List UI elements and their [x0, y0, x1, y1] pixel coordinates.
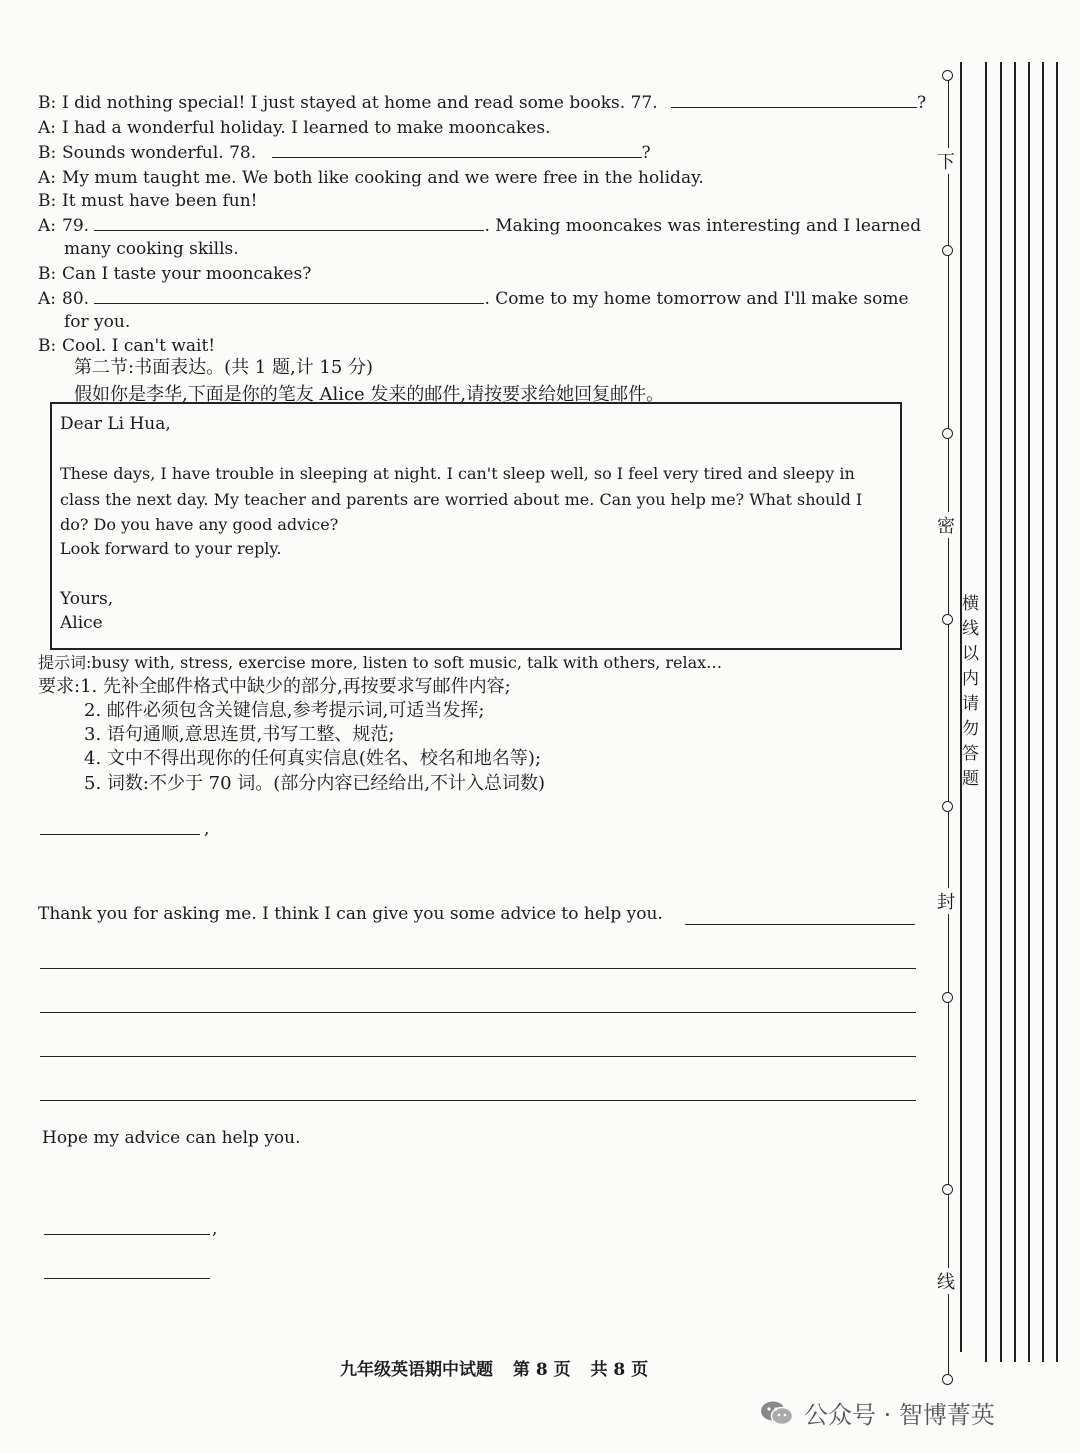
answer-blank-77[interactable]: [671, 93, 917, 108]
dialogue-line: A: I had a wonderful holiday. I learned to make mooncakes.: [38, 118, 551, 138]
margin-rule: [985, 62, 987, 1362]
dialogue-line-77: B: I did nothing special! I just stayed at home and read some books. 77. ?: [38, 93, 927, 113]
writing-line[interactable]: [40, 968, 916, 969]
circle-marker: [942, 245, 953, 256]
email-line: These days, I have trouble in sleeping at night. I can't sleep well, so I feel very tired and sleepy in: [60, 464, 855, 483]
requirement-3: 3. 语句通顺,意思连贯,书写工整、规范;: [84, 724, 395, 745]
comma: ,: [212, 1219, 218, 1239]
dialogue-line: B: It must have been fun!: [38, 191, 258, 211]
dialogue-line: B: Can I taste your mooncakes?: [38, 264, 312, 284]
margin-char: 下: [937, 148, 955, 174]
reply-closing: Hope my advice can help you.: [42, 1128, 301, 1148]
dialogue-line-80: A: 80. . Come to my home tomorrow and I'll make some: [38, 289, 909, 309]
email-line: class the next day. My teacher and parents are worried about me. Can you help me? What should I: [60, 490, 863, 509]
section-title: 第二节:书面表达。(共 1 题,计 15 分): [74, 357, 374, 378]
wechat-icon: [760, 1400, 794, 1426]
email-line: Look forward to your reply.: [60, 539, 282, 558]
salutation-blank[interactable]: [40, 834, 200, 835]
margin-rule: [1056, 62, 1058, 1362]
requirement-1: 要求:1. 先补全邮件格式中缺少的部分,再按要求写邮件内容;: [38, 676, 511, 697]
requirement-2: 2. 邮件必须包含关键信息,参考提示词,可适当发挥;: [84, 700, 485, 721]
watermark-text: 公众号 · 智博菁英: [804, 1401, 995, 1429]
requirement-5: 5. 词数:不少于 70 词。(部分内容已经给出,不计入总词数): [84, 773, 546, 794]
margin-rule: [1028, 62, 1030, 1362]
circle-marker: [942, 992, 953, 1003]
page-number: 第 8 页: [512, 1360, 571, 1380]
writing-line[interactable]: [685, 924, 915, 925]
signature-blank[interactable]: [44, 1278, 210, 1279]
answer-blank-79[interactable]: [94, 216, 484, 231]
writing-line[interactable]: [40, 1056, 916, 1057]
task-prompt: 假如你是李华,下面是你的笔友 Alice 发来的邮件,请按要求给她回复邮件。: [74, 384, 665, 405]
hint-words: 提示词:busy with, stress, exercise more, listen to soft music, talk with others, relax…: [38, 653, 723, 672]
page-total: 共 8 页: [590, 1360, 649, 1380]
email-greeting: Dear Li Hua,: [60, 414, 171, 434]
email-line: do? Do you have any good advice?: [60, 515, 339, 534]
requirement-4: 4. 文中不得出现你的任何真实信息(姓名、校名和地名等);: [84, 748, 542, 769]
dialogue-continuation: many cooking skills.: [64, 239, 239, 259]
email-signature: Alice: [60, 613, 103, 633]
margin-char: 线: [937, 1268, 955, 1294]
margin-char: 密: [937, 512, 955, 538]
watermark: [760, 1395, 995, 1430]
answer-blank-78[interactable]: [272, 143, 642, 158]
dialogue-line-78: B: Sounds wonderful. 78. ?: [38, 143, 651, 163]
closing-blank[interactable]: [44, 1234, 210, 1235]
exam-title: 九年级英语期中试题: [340, 1360, 493, 1380]
comma: ,: [204, 819, 210, 839]
circle-marker: [942, 614, 953, 625]
writing-line[interactable]: [40, 1100, 916, 1101]
margin-notice: 横线以内请勿答题: [962, 594, 979, 789]
circle-marker: [942, 428, 953, 439]
margin-char: 封: [937, 888, 955, 914]
margin-rule: [1000, 62, 1002, 1362]
margin-rule: [1042, 62, 1044, 1362]
margin-rule: [1014, 62, 1016, 1362]
circle-marker: [942, 1184, 953, 1195]
circle-marker: [942, 801, 953, 812]
email-closing: Yours,: [60, 589, 114, 609]
dialogue-continuation: for you.: [64, 312, 131, 332]
dialogue-line: B: Cool. I can't wait!: [38, 336, 216, 356]
answer-blank-80[interactable]: [94, 289, 484, 304]
reply-opening: Thank you for asking me. I think I can give you some advice to help you.: [38, 904, 663, 924]
email-box: [50, 402, 902, 650]
dialogue-line: A: My mum taught me. We both like cooking and we were free in the holiday.: [38, 168, 704, 188]
circle-marker: [942, 70, 953, 81]
writing-line[interactable]: [40, 1012, 916, 1013]
dialogue-line-79: A: 79. . Making mooncakes was interesting and I learned: [38, 216, 922, 236]
circle-marker: [942, 1374, 953, 1385]
page-footer: [340, 1355, 662, 1380]
